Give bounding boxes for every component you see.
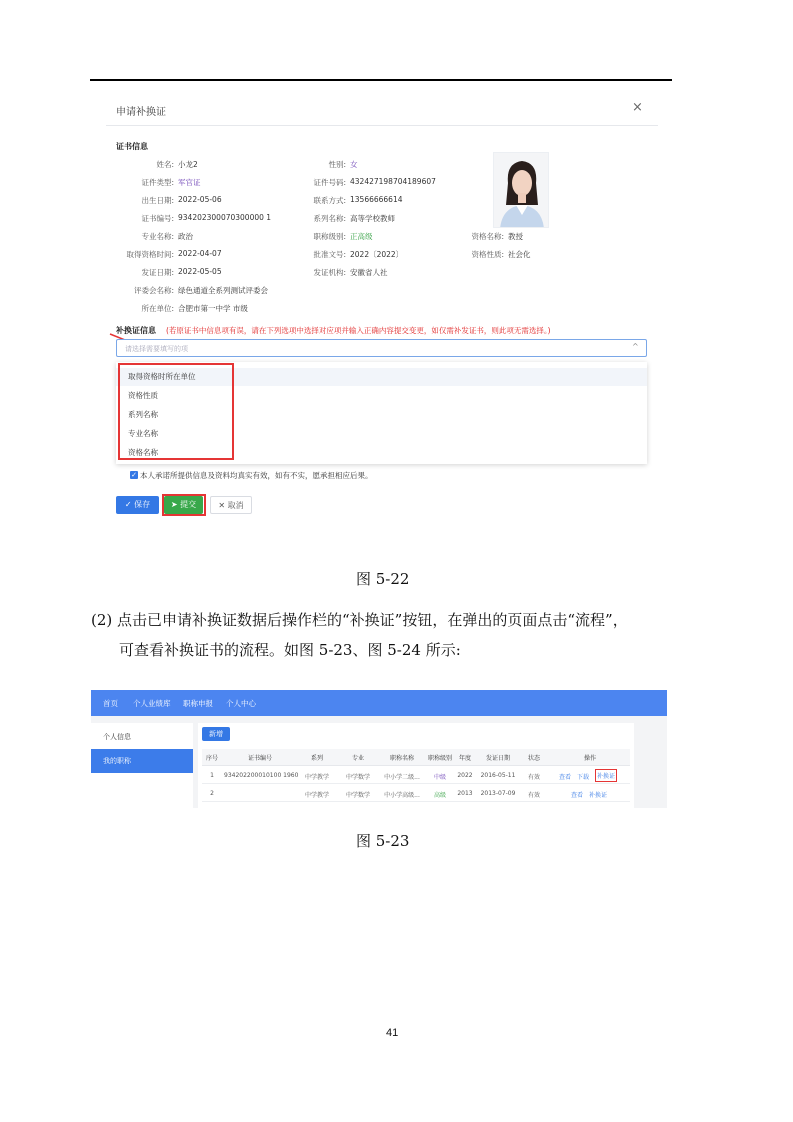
figure-caption-22: 图 5-22 — [356, 570, 410, 588]
field-value: 合肥市第一中学 市级 — [178, 304, 248, 313]
cancel-button[interactable]: ✕ 取消 — [210, 496, 252, 514]
field-value: 2022-05-05 — [178, 267, 222, 276]
add-button[interactable]: 新增 — [202, 727, 230, 741]
cell-no: 1 — [210, 772, 214, 779]
field-value: 2022〔2022〕 — [350, 250, 404, 259]
field-label: 出生日期: — [141, 196, 174, 205]
table-row[interactable] — [202, 766, 630, 784]
field-label: 专业名称: — [141, 232, 174, 241]
cell-level: 高级 — [433, 792, 446, 799]
cell-major: 中学数学 — [345, 774, 370, 781]
cell-no: 2 — [210, 790, 214, 797]
top-nav — [91, 690, 667, 716]
submit-button[interactable]: ➤ 提交 — [164, 496, 203, 514]
view-link[interactable]: 查看 — [571, 792, 584, 799]
field-value: 女 — [350, 160, 358, 169]
nav-item-personal[interactable]: 个人中心 — [226, 699, 256, 708]
select-placeholder: 请选择需要填写的项 — [125, 345, 188, 353]
figure-caption-23: 图 5-23 — [356, 832, 410, 850]
field-value: 小龙2 — [178, 160, 198, 169]
field-value: 军官证 — [178, 178, 201, 187]
column-header: 证书编号 — [247, 755, 272, 762]
avatar-photo — [493, 152, 549, 228]
replace-note: (若原证书中信息项有误，请在下列选项中选择对应项并输入正确内容提交变更，如仅需补发证书，则此项无需选择。) — [166, 326, 551, 335]
certificate-app-screenshot — [91, 690, 667, 808]
header-rule — [90, 79, 672, 81]
dropdown-option[interactable]: 资格性质 — [128, 391, 158, 400]
field-label: 联系方式: — [313, 196, 346, 205]
table-header — [202, 749, 630, 766]
field-value: 934202300070300000 1 — [178, 213, 272, 222]
replace-cert-dialog — [106, 94, 658, 524]
column-header: 状态 — [527, 755, 540, 762]
cell-cert: 934202200010100 1960 — [224, 772, 299, 779]
column-header: 职称级别 — [427, 755, 452, 762]
submit-highlight-box — [162, 494, 206, 516]
close-icon[interactable]: × — [632, 100, 643, 115]
dropdown-option[interactable]: 取得资格时所在单位 — [116, 368, 647, 386]
column-header: 系列 — [310, 755, 323, 762]
column-header: 年度 — [458, 755, 471, 762]
field-label: 系列名称: — [313, 214, 346, 223]
field-label: 评委会名称: — [133, 286, 174, 295]
field-value: 13566666614 — [350, 195, 403, 204]
cell-year: 2013 — [457, 790, 473, 797]
save-button[interactable]: ✓ 保存 — [116, 496, 159, 514]
cell-level: 中级 — [433, 774, 446, 781]
cell-title: 中小学高级... — [384, 792, 420, 799]
field-label: 证书编号: — [141, 214, 174, 223]
column-header: 职称名称 — [389, 755, 414, 762]
field-label: 资格性质: — [471, 250, 504, 259]
page-number: 41 — [386, 1027, 399, 1039]
field-value: 绿色通道全系列测试评委会 — [178, 286, 268, 295]
cell-date: 2013-07-09 — [480, 790, 516, 797]
dropdown-option[interactable]: 系列名称 — [128, 410, 158, 419]
cell-status: 有效 — [527, 792, 540, 799]
cell-status: 有效 — [527, 774, 540, 781]
column-header: 专业 — [351, 755, 364, 762]
cert-section-title: 证书信息 — [116, 142, 148, 151]
replace-section-title: 补换证信息 — [116, 326, 156, 335]
field-value: 安徽省人社 — [350, 268, 388, 277]
field-value: 正高级 — [350, 232, 373, 241]
dropdown-option[interactable]: 资格名称 — [128, 448, 158, 457]
column-header: 操作 — [583, 755, 596, 762]
field-value: 社会化 — [508, 250, 531, 259]
field-value: 教授 — [508, 232, 523, 241]
paragraph-line-1: (2) 点击已申请补换证数据后操作栏的“补换证”按钮，在弹出的页面点击“流程”， — [91, 611, 628, 629]
column-header: 序号 — [205, 755, 218, 762]
dialog-header — [106, 94, 658, 126]
table-row[interactable] — [202, 784, 630, 802]
download-link[interactable]: 下载 — [577, 774, 590, 781]
field-label: 性别: — [328, 160, 346, 169]
nav-item-performance[interactable]: 个人业绩库 — [133, 699, 171, 708]
field-label: 所在单位: — [141, 304, 174, 313]
replace-cert-link[interactable]: 补换证 — [595, 769, 617, 782]
replace-cert-link[interactable]: 补换证 — [589, 792, 608, 799]
sidebar — [91, 723, 193, 808]
sidebar-item-my-title[interactable]: 我的职称 — [91, 749, 193, 773]
field-value: 政治 — [178, 232, 193, 241]
field-label: 证件类型: — [141, 178, 174, 187]
field-label: 批准文号: — [313, 250, 346, 259]
field-label: 资格名称: — [471, 232, 504, 241]
main-panel — [198, 723, 634, 808]
field-label: 职称级别: — [313, 232, 346, 241]
cell-major: 中学数学 — [345, 792, 370, 799]
paragraph-line-2: 可查看补换证书的流程。如图 5-23、图 5-24 所示: — [119, 641, 461, 659]
field-value: 高等学校教师 — [350, 214, 395, 223]
column-header: 发证日期 — [485, 755, 510, 762]
cell-series: 中学教学 — [304, 774, 329, 781]
field-value: 2022-05-06 — [178, 195, 222, 204]
field-label: 发证日期: — [141, 268, 174, 277]
cell-date: 2016-05-11 — [480, 772, 516, 779]
field-value: 2022-04-07 — [178, 249, 222, 258]
cell-series: 中学教学 — [304, 792, 329, 799]
replace-item-select[interactable] — [116, 339, 647, 357]
agree-text: 本人承诺所提供信息及资料均真实有效，如有不实，愿承担相应后果。 — [140, 471, 373, 480]
view-link[interactable]: 查看 — [559, 774, 572, 781]
field-label: 取得资格时间: — [126, 250, 174, 259]
cell-year: 2022 — [457, 772, 473, 779]
cell-title: 中小学二级... — [384, 774, 420, 781]
nav-item-home[interactable]: 首页 — [103, 699, 118, 708]
field-label: 姓名: — [156, 160, 174, 169]
options-highlight-box — [118, 363, 234, 460]
agree-checkbox[interactable]: ✓ — [131, 471, 137, 479]
chevron-up-icon: ^ — [632, 342, 639, 351]
dropdown-option[interactable]: 专业名称 — [128, 429, 158, 438]
field-value: 432427198704189607 — [350, 177, 436, 186]
field-label: 证件号码: — [313, 178, 346, 187]
dialog-title: 申请补换证 — [116, 107, 166, 118]
field-label: 发证机构: — [313, 268, 346, 277]
nav-item-title-apply[interactable]: 职称申报 — [183, 699, 213, 708]
sidebar-item-profile[interactable]: 个人信息 — [103, 733, 131, 741]
